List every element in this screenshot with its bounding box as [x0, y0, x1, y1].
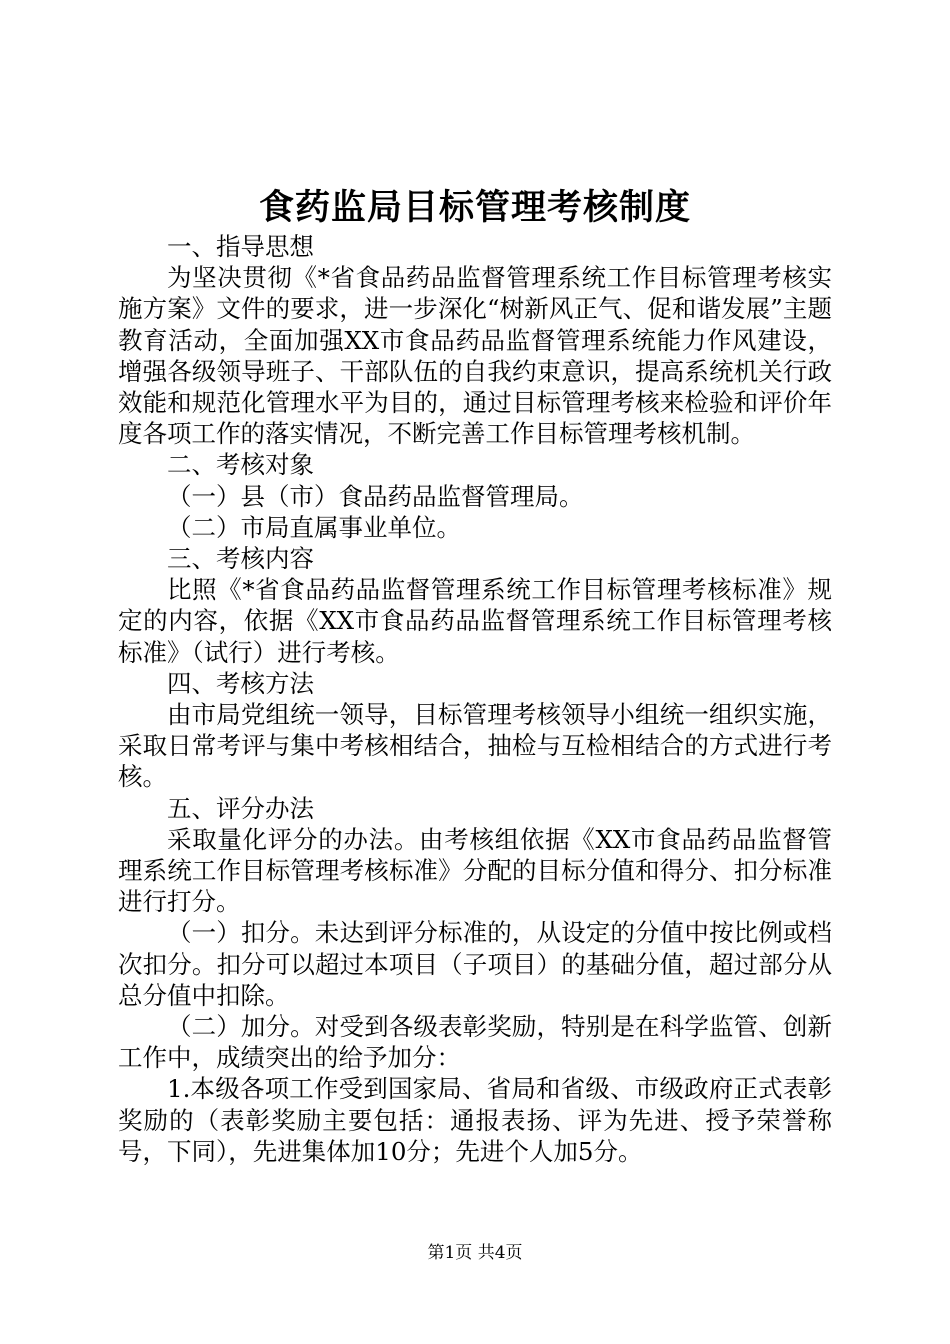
paragraph-assessment-method: 由市局党组统一领导，目标管理考核领导小组统一组织实施，采取日常考评与集中考核相结合，抽检与互检相结合的方式进行考核。 [118, 700, 832, 792]
paragraph-bonus: （二）加分。对受到各级表彰奖励，特别是在科学监管、创新工作中，成绩突出的给予加分： [118, 1012, 832, 1073]
paragraph-scoring: 采取量化评分的办法。由考核组依据《XX市食品药品监督管理系统工作目标管理考核标准》分配的目标分值和得分、扣分标准进行打分。 [118, 824, 832, 917]
section-heading-assessment-method: 四、考核方法 [167, 668, 314, 698]
section-heading-guiding-thought: 一、指导思想 [167, 232, 314, 261]
list-item-affiliated-units: （二）市局直属事业单位。 [167, 512, 461, 542]
paragraph-assessment-content: 比照《*省食品药品监督管理系统工作目标管理考核标准》规定的内容，依据《XX市食品药品监督管理系统工作目标管理考核标准》（试行）进行考核。 [118, 575, 832, 667]
document-body [118, 231, 832, 1167]
section-heading-assessment-targets: 二、考核对象 [167, 450, 314, 480]
paragraph-guiding-thought: 为坚决贯彻《*省食品药品监督管理系统工作目标管理考核实施方案》文件的要求，进一步深化“树新风正气、促和谐发展”主题教育活动，全面加强XX市食品药品监督管理系统能力作风建设，增强各级领导班子、干部队伍的自我约束意识，提高系统机关行政效能和规范化管理水平为目的，通过目标管理考核来检验和评价年度各项工作的落实情况，不断完善工作目标管理考核机制。 [118, 263, 832, 449]
page-number: 第1页 共4页 [427, 1243, 523, 1263]
list-item-county-bureau: （一）县（市）食品药品监督管理局。 [167, 481, 584, 511]
paragraph-deduction: （一）扣分。未达到评分标准的，从设定的分值中按比例或档次扣分。扣分可以超过本项目（子项目）的基础分值，超过部分从总分值中扣除。 [118, 918, 832, 1010]
document-title: 食药监局目标管理考核制度 [258, 187, 691, 228]
section-heading-assessment-content: 三、考核内容 [167, 544, 314, 574]
paragraph-bonus-item-1: 1.本级各项工作受到国家局、省局和省级、市级政府正式表彰奖励的（表彰奖励主要包括：通报表扬、评为先进、授予荣誉称号，下同），先进集体加10分；先进个人加5分。 [118, 1074, 832, 1166]
section-heading-scoring: 五、评分办法 [167, 793, 314, 823]
